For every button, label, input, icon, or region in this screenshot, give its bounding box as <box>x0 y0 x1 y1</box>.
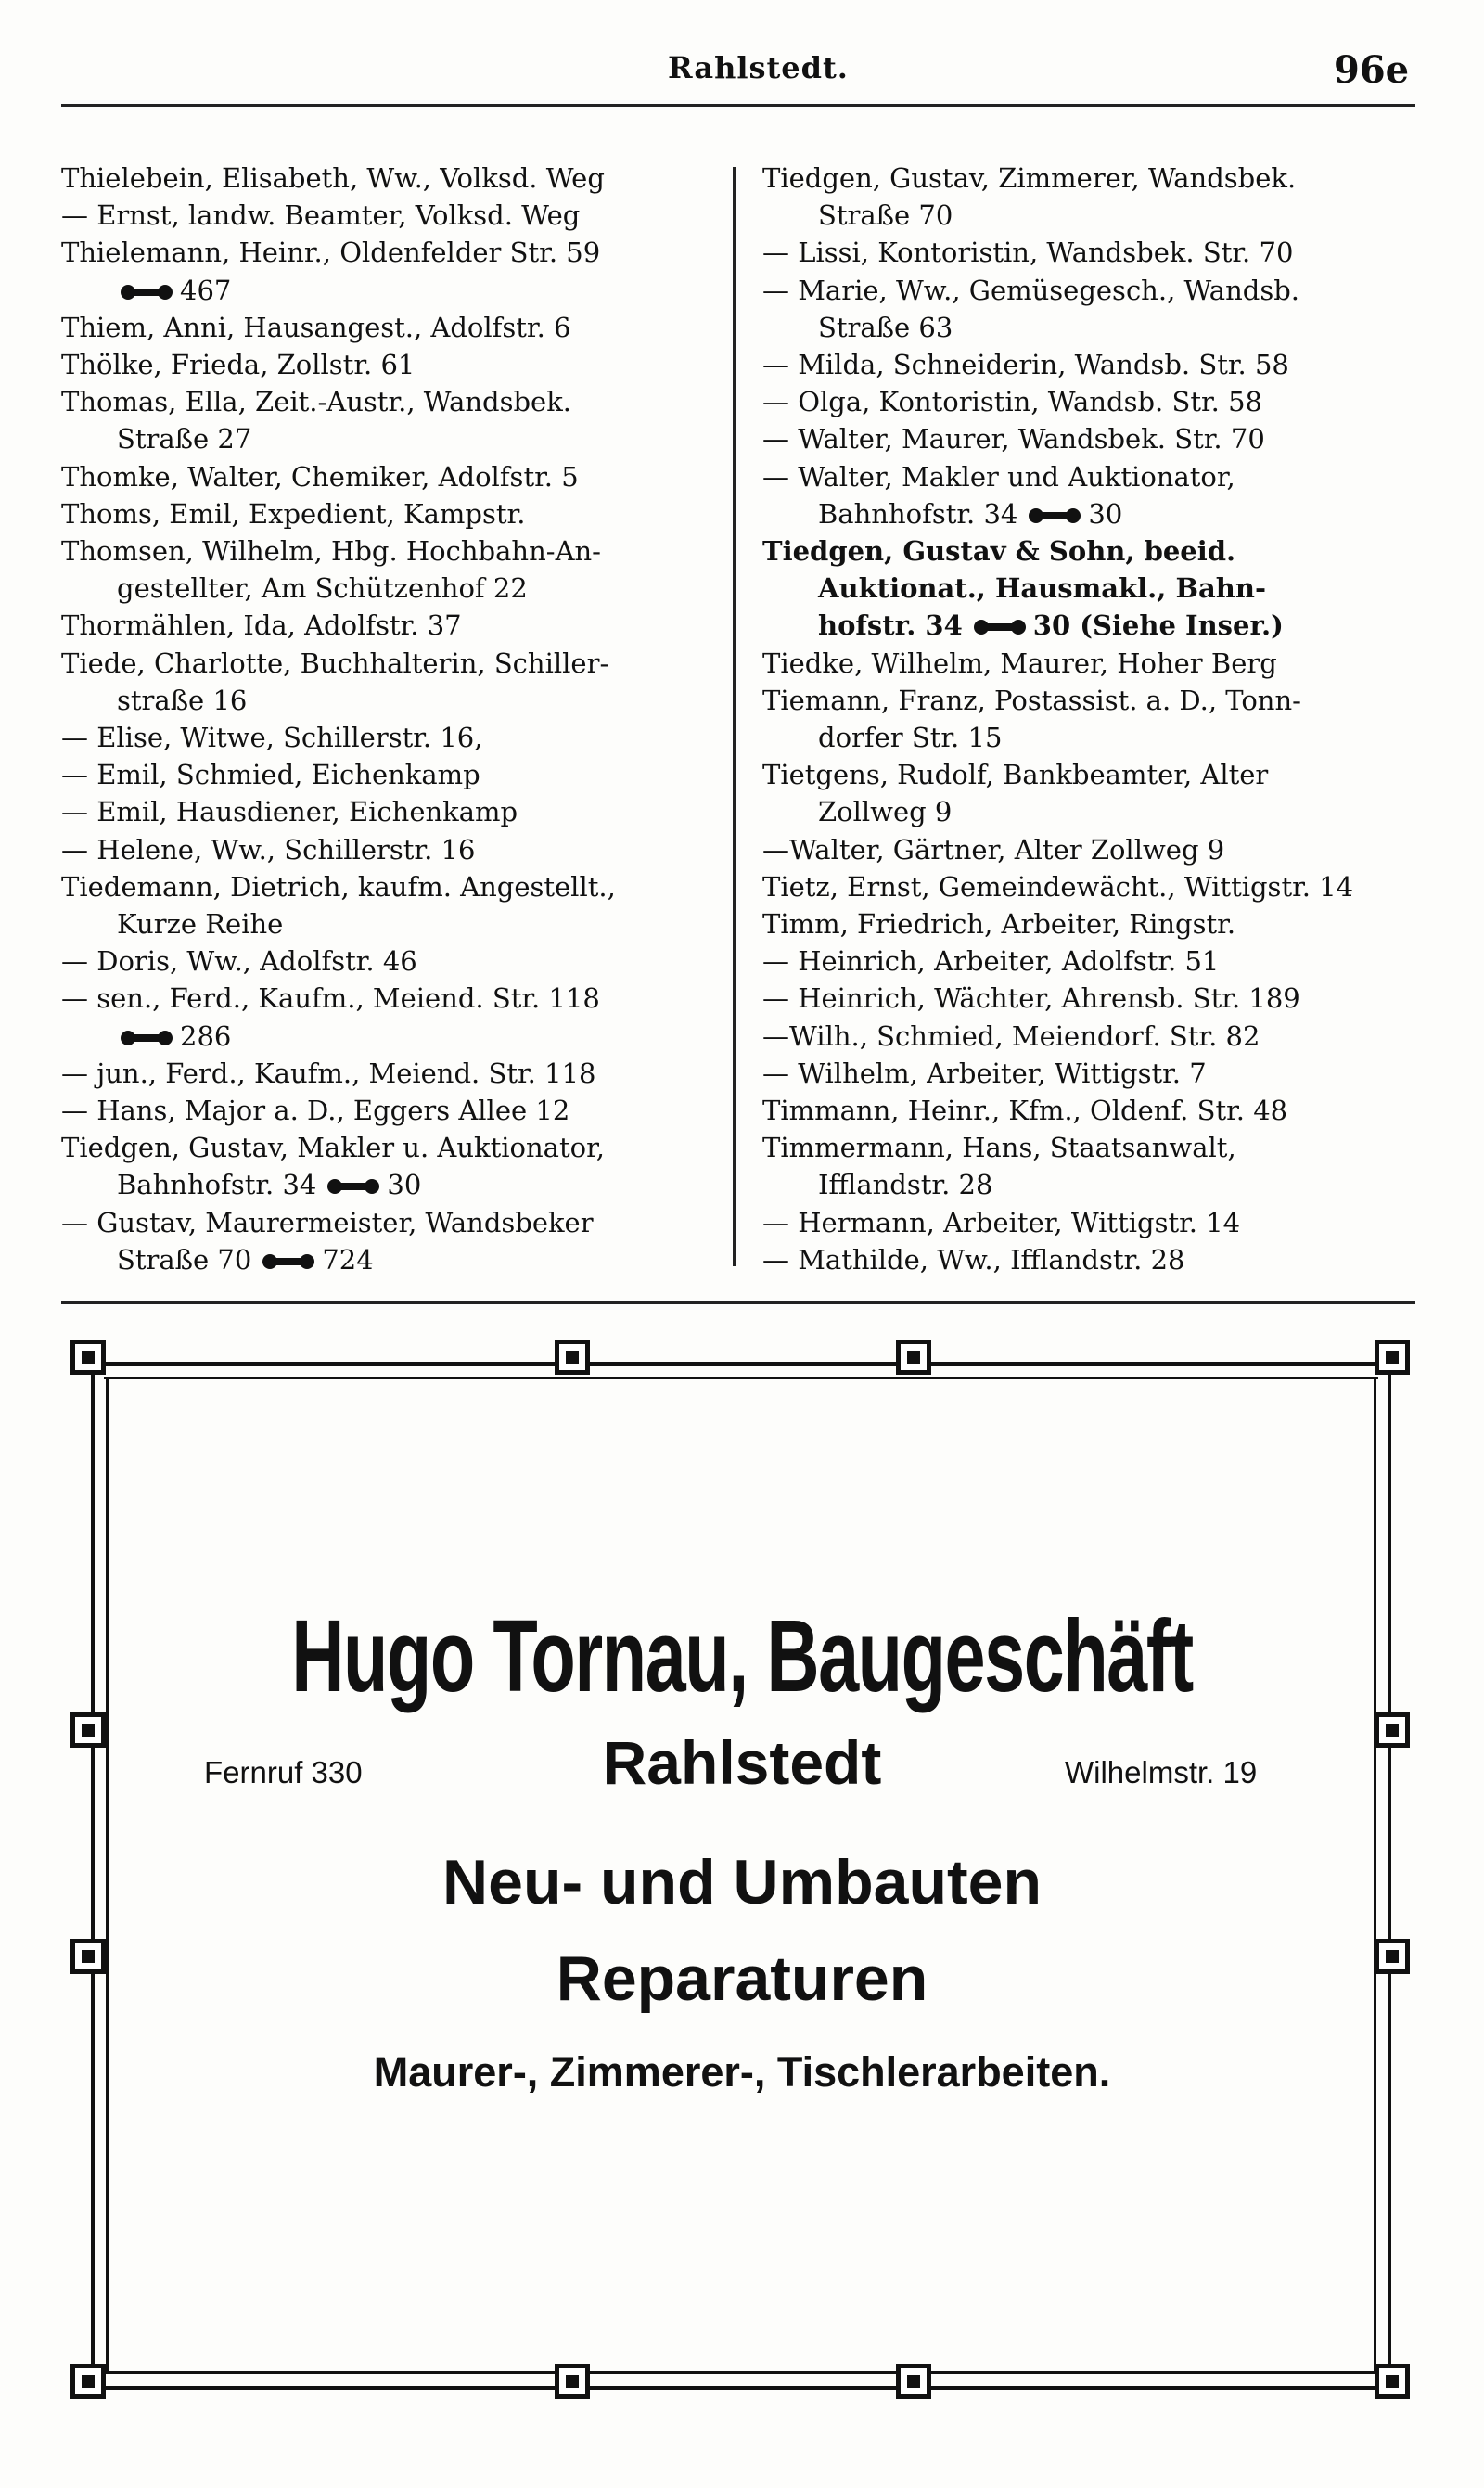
entry-text: — Marie, Ww., Gemüsegesch., Wandsb. <box>762 274 1299 306</box>
directory-entry <box>762 1092 1421 1129</box>
entry-text: Ifflandstr. 28 <box>818 1169 993 1201</box>
entry-text: Thomsen, Wilhelm, Hbg. Hochbahn-An- <box>61 535 601 568</box>
entry-text: Bahnhofstr. 34 <box>818 497 1018 530</box>
entry-text: Tiedgen, Gustav & Sohn, beeid. <box>762 535 1236 568</box>
entry-text: — Walter, Maurer, Wandsbek. Str. 70 <box>762 423 1265 455</box>
entry-text: Auktionat., Hausmakl., Bahn- <box>818 572 1266 605</box>
entry-text: — Lissi, Kontoristin, Wandsbek. Str. 70 <box>762 237 1294 269</box>
directory-entry <box>762 383 1421 420</box>
directory-entry <box>61 458 720 495</box>
directory-entry <box>61 943 720 980</box>
directory-entry <box>61 532 720 570</box>
directory-entry <box>762 1241 1421 1278</box>
directory-entry <box>61 682 720 719</box>
directory-entry <box>762 607 1421 644</box>
frame-ornament-icon <box>70 2364 106 2399</box>
directory-entry <box>61 1241 720 1278</box>
entry-text: Tiedgen, Gustav, Zimmerer, Wandsbek. <box>762 162 1297 194</box>
directory-entry <box>762 1204 1421 1241</box>
entry-text: Tiedemann, Dietrich, kaufm. Angestellt., <box>61 870 616 903</box>
ad-trades: Maurer-, Zimmerer-, Tischlerarbeiten. <box>373 2048 1111 2096</box>
directory-entry <box>762 495 1421 532</box>
directory-entry <box>762 160 1421 197</box>
frame-inner-bottom <box>104 2371 1378 2374</box>
entry-text: — Mathilde, Ww., Ifflandstr. 28 <box>762 1243 1185 1276</box>
directory-entry <box>61 607 720 644</box>
phone-number: 286 <box>180 1020 232 1052</box>
entry-text: — Emil, Schmied, Eichenkamp <box>61 759 480 791</box>
entry-text: straße 16 <box>117 684 248 716</box>
directory-entry <box>762 1129 1421 1166</box>
directory-entry <box>762 532 1421 570</box>
telephone-icon <box>327 1179 379 1194</box>
left-column <box>61 160 720 1278</box>
frame-inner-top <box>104 1377 1378 1379</box>
entry-text: — jun., Ferd., Kaufm., Meiend. Str. 118 <box>61 1057 596 1089</box>
directory-entry <box>762 197 1421 234</box>
frame-ornament-icon <box>1375 1340 1410 1375</box>
ad-town: Rahlstedt <box>602 1728 882 1797</box>
entry-text: Tietgens, Rudolf, Bankbeamter, Alter <box>762 759 1269 791</box>
right-column <box>762 160 1421 1278</box>
entry-text: —Walter, Gärtner, Alter Zollweg 9 <box>762 833 1225 866</box>
entry-text: Thomas, Ella, Zeit.-Austr., Wandsbek. <box>61 386 571 418</box>
directory-entry <box>762 1166 1421 1203</box>
entry-text: Zollweg 9 <box>818 796 953 828</box>
directory-entry <box>61 272 720 309</box>
entry-text: Straße 70 <box>818 199 953 232</box>
entry-text: — Heinrich, Wächter, Ahrensb. Str. 189 <box>762 982 1300 1015</box>
directory-entry <box>762 1055 1421 1092</box>
directory-entry <box>61 719 720 756</box>
entry-text: — Walter, Makler und Auktionator, <box>762 460 1235 493</box>
entry-text: Timmann, Heinr., Kfm., Oldenf. Str. 48 <box>762 1095 1288 1127</box>
directory-entry <box>61 868 720 905</box>
frame-ornament-icon <box>896 1340 931 1375</box>
entry-text: Thölke, Frieda, Zollstr. 61 <box>61 349 416 381</box>
phone-number: 467 <box>180 274 232 306</box>
header-rule <box>61 104 1415 107</box>
phone-number: 30 <box>1088 497 1123 530</box>
frame-outer-bottom <box>87 2386 1395 2390</box>
directory-entry <box>61 309 720 346</box>
directory-entry <box>61 1055 720 1092</box>
entry-text: Straße 63 <box>818 311 953 343</box>
directory-entry <box>61 197 720 234</box>
entry-text: Timmermann, Hans, Staatsanwalt, <box>762 1132 1236 1164</box>
directory-entry <box>762 570 1421 607</box>
telephone-icon <box>974 620 1026 635</box>
directory-entry <box>61 420 720 457</box>
column-divider <box>733 167 736 1266</box>
directory-entry <box>762 905 1421 943</box>
directory-entry <box>61 160 720 197</box>
entry-text: Timm, Friedrich, Arbeiter, Ringstr. <box>762 908 1236 941</box>
directory-entry <box>762 645 1421 682</box>
entry-text: Straße 27 <box>117 423 252 455</box>
entry-text: gestellter, Am Schützenhof 22 <box>117 572 528 605</box>
entry-text: Thomke, Walter, Chemiker, Adolfstr. 5 <box>61 460 579 493</box>
entry-text: Thiem, Anni, Hausangest., Adolfstr. 6 <box>61 311 571 343</box>
entry-text: Tietz, Ernst, Gemeindewächt., Wittigstr. 14 <box>762 870 1354 903</box>
directory-entry <box>762 234 1421 271</box>
entry-text: Kurze Reihe <box>117 908 284 941</box>
directory-entry <box>762 682 1421 719</box>
entry-text: — sen., Ferd., Kaufm., Meiend. Str. 118 <box>61 982 600 1015</box>
phone-number: 724 <box>322 1243 374 1276</box>
ad-company-name: Hugo Tornau, Baugeschäft <box>291 1599 1193 1713</box>
entry-text: — Ernst, landw. Beamter, Volksd. Weg <box>61 199 581 232</box>
entry-text: — Helene, Ww., Schillerstr. 16 <box>61 833 476 866</box>
directory-entry <box>61 756 720 793</box>
directory-entry <box>762 1018 1421 1055</box>
directory-entry <box>762 980 1421 1017</box>
phone-number: 30 <box>387 1169 422 1201</box>
directory-entry <box>762 346 1421 383</box>
entry-text: hofstr. 34 <box>818 609 963 642</box>
frame-ornament-icon <box>555 1340 590 1375</box>
telephone-icon <box>121 285 173 300</box>
directory-entry <box>762 420 1421 457</box>
entry-text: Tiemann, Franz, Postassist. a. D., Tonn- <box>762 684 1301 716</box>
ad-address: Wilhelmstr. 19 <box>1065 1755 1258 1789</box>
entry-text: Bahnhofstr. 34 <box>117 1169 317 1201</box>
entry-text: — Hans, Major a. D., Eggers Allee 12 <box>61 1095 570 1127</box>
directory-entry <box>61 1092 720 1129</box>
frame-ornament-icon <box>896 2364 931 2399</box>
directory-entry <box>61 383 720 420</box>
entry-text: — Heinrich, Arbeiter, Adolfstr. 51 <box>762 945 1220 978</box>
entry-text: Thielebein, Elisabeth, Ww., Volksd. Weg <box>61 162 605 194</box>
directory-entry <box>61 831 720 868</box>
directory-entry <box>61 1018 720 1055</box>
entry-text: — Gustav, Maurermeister, Wandsbeker <box>61 1206 594 1238</box>
phone-number: 30 (Siehe Inser.) <box>1032 609 1284 642</box>
entry-text: — Olga, Kontoristin, Wandsb. Str. 58 <box>762 386 1262 418</box>
entry-text: dorfer Str. 15 <box>818 722 1003 754</box>
entry-text: Tiedke, Wilhelm, Maurer, Hoher Berg <box>762 647 1277 679</box>
directory-entry <box>61 495 720 532</box>
directory-entry <box>762 831 1421 868</box>
directory-entry <box>61 570 720 607</box>
frame-ornament-icon <box>1375 2364 1410 2399</box>
ad-service-line-2: Reparaturen <box>556 1943 928 2014</box>
directory-entry <box>61 1166 720 1203</box>
entry-text: — Hermann, Arbeiter, Wittigstr. 14 <box>762 1206 1241 1238</box>
entry-text: Thoms, Emil, Expedient, Kampstr. <box>61 497 526 530</box>
entry-text: —Wilh., Schmied, Meiendorf. Str. 82 <box>762 1020 1260 1052</box>
entry-text: — Milda, Schneiderin, Wandsb. Str. 58 <box>762 349 1289 381</box>
telephone-icon <box>121 1031 173 1045</box>
entry-text: Tiede, Charlotte, Buchhalterin, Schiller- <box>61 647 609 679</box>
frame-ornament-icon <box>70 1340 106 1375</box>
directory-entry <box>762 719 1421 756</box>
directory-entry <box>61 793 720 830</box>
directory-entry <box>762 272 1421 309</box>
ad-phone: Fernruf 330 <box>204 1755 363 1789</box>
directory-entry <box>762 458 1421 495</box>
entry-text: Thielemann, Heinr., Oldenfelder Str. 59 <box>61 237 601 269</box>
directory-entry <box>762 793 1421 830</box>
directory-entry <box>61 645 720 682</box>
directory-entry <box>61 1129 720 1166</box>
telephone-icon <box>262 1254 314 1269</box>
entry-text: Straße 70 <box>117 1243 252 1276</box>
frame-ornament-icon <box>555 2364 590 2399</box>
entry-text: — Wilhelm, Arbeiter, Wittigstr. 7 <box>762 1057 1207 1089</box>
directory-entry <box>61 980 720 1017</box>
running-title: Rahlstedt. <box>668 50 849 85</box>
ad-service-line-1: Neu- und Umbauten <box>442 1847 1042 1917</box>
directory-entry <box>61 1204 720 1241</box>
entry-text: — Doris, Ww., Adolfstr. 46 <box>61 945 417 978</box>
directory-entry <box>61 234 720 271</box>
directory-entry <box>61 905 720 943</box>
directory-entry <box>762 756 1421 793</box>
directory-entry <box>762 943 1421 980</box>
entry-text: Thormählen, Ida, Adolfstr. 37 <box>61 609 462 642</box>
directory-entry <box>762 309 1421 346</box>
entry-text: — Elise, Witwe, Schillerstr. 16, <box>61 722 483 754</box>
frame-outer-top <box>87 1362 1395 1366</box>
entry-text: — Emil, Hausdiener, Eichenkamp <box>61 796 518 828</box>
entry-text: Tiedgen, Gustav, Makler u. Auktionator, <box>61 1132 605 1164</box>
advertisement-rule <box>61 1301 1415 1304</box>
directory-entry <box>762 868 1421 905</box>
directory-entry <box>61 346 720 383</box>
telephone-icon <box>1029 508 1081 523</box>
page-number: 96e <box>1334 48 1410 92</box>
